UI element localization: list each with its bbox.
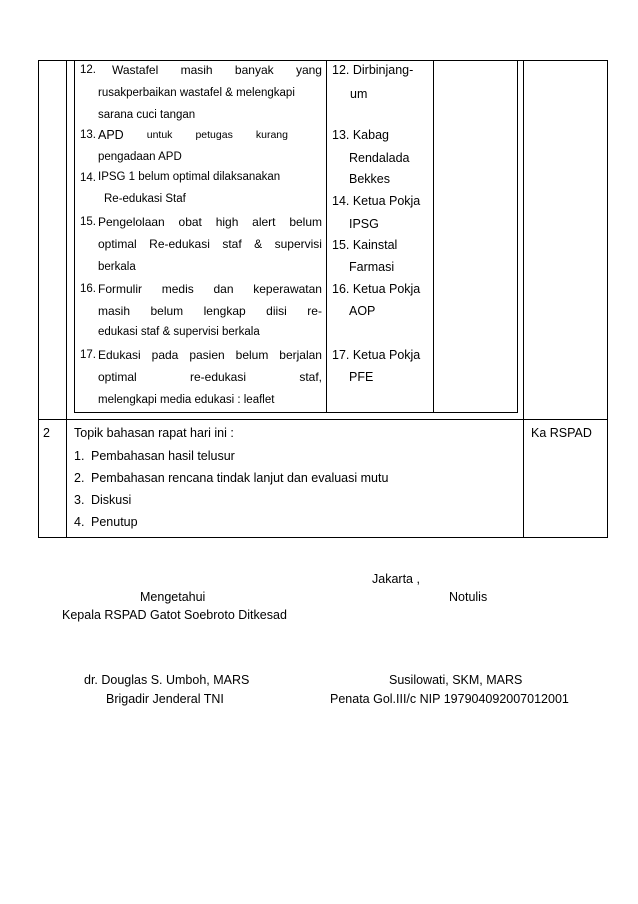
- item-line: Re-edukasi Staf: [104, 193, 186, 205]
- list-text: Penutup: [91, 515, 138, 529]
- right-signatory-name: Susilowati, SKM, MARS: [389, 673, 523, 687]
- pic-13-line2: Rendalada: [349, 151, 410, 165]
- list-text: Pembahasan hasil telusur: [91, 449, 235, 463]
- item-line: pengadaan APD: [98, 151, 182, 163]
- list-number: 4.: [74, 515, 85, 529]
- col-divider-inner-left: [74, 60, 75, 412]
- pic-13-line3: Bekkes: [349, 172, 390, 186]
- item-line: berkala: [98, 261, 136, 273]
- right-heading: Notulis: [449, 590, 488, 604]
- col-divider-issue: [326, 60, 327, 412]
- col-divider-keterangan: [523, 60, 524, 538]
- pic-15-line1: 15. Kainstal: [332, 238, 398, 252]
- pic-12-line1: 12. Dirbinjang-: [332, 63, 414, 77]
- table-left-border: [38, 60, 39, 538]
- left-signatory-name: dr. Douglas S. Umboh, MARS: [84, 673, 250, 687]
- item-line: edukasi staf & supervisi berkala: [98, 326, 260, 338]
- pic-16-line1: 16. Ketua Pokja: [332, 282, 421, 296]
- topic-title: Topik bahasan rapat hari ini :: [74, 426, 234, 440]
- item-line: Edukasi pada pasien belum berjalan: [98, 348, 322, 362]
- item-line: masih belum lengkap diisi re-: [98, 304, 322, 318]
- list-number: 3.: [74, 493, 85, 507]
- place-date: Jakarta ,: [372, 572, 420, 586]
- pic-13-line1: 13. Kabag: [332, 128, 389, 142]
- list-text: Pembahasan rencana tindak lanjut dan evaluasi mutu: [91, 471, 389, 485]
- pic-14-line1: 14. Ketua Pokja: [332, 194, 421, 208]
- item-number: 14.: [80, 172, 96, 184]
- item-number: 13.: [80, 129, 96, 141]
- pic-12-line2: um: [350, 87, 368, 101]
- pic-17-line2: PFE: [349, 370, 374, 384]
- inner-row-bottom: [74, 412, 518, 413]
- list-number: 2.: [74, 471, 85, 485]
- item-line: Formulir medis dan keperawatan: [98, 282, 322, 296]
- item-line: optimal Re-edukasi staf & supervisi: [98, 237, 322, 251]
- item-line: rusakperbaikan wastafel & melengkapi: [98, 87, 295, 99]
- item-line: IPSG 1 belum optimal dilaksanakan: [98, 171, 281, 183]
- item-number: 15.: [80, 216, 96, 228]
- list-text: Diskusi: [91, 493, 132, 507]
- item-number: 17.: [80, 349, 96, 361]
- col-divider-deadline: [517, 60, 518, 412]
- table-right-border: [607, 60, 608, 538]
- item-line: optimal re-edukasi staf,: [98, 370, 322, 384]
- left-heading: Mengetahui: [140, 590, 206, 604]
- item-number: 16.: [80, 283, 96, 295]
- pic-16-line2: AOP: [349, 304, 376, 318]
- table-bottom-border: [38, 537, 608, 538]
- pic-14-line2: IPSG: [349, 217, 379, 231]
- item-line: melengkapi media edukasi : leaflet: [98, 394, 275, 406]
- right-signatory-rank: Penata Gol.III/c NIP 197904092007012001: [330, 692, 569, 706]
- left-signatory-rank: Brigadir Jenderal TNI: [106, 692, 224, 706]
- col-divider-no: [66, 60, 67, 538]
- row-number: 2: [43, 426, 50, 440]
- item-line: sarana cuci tangan: [98, 109, 196, 121]
- item-number: 12.: [80, 64, 96, 76]
- row2-pic: Ka RSPAD: [531, 426, 592, 440]
- col-divider-pic: [433, 60, 434, 412]
- item-line: Pengelolaan obat high alert belum: [98, 215, 322, 229]
- left-position-title: Kepala RSPAD Gatot Soebroto Ditkesad: [62, 608, 287, 622]
- pic-15-line2: Farmasi: [349, 260, 395, 274]
- item-line: APD untuk petugas kurang: [98, 128, 288, 142]
- pic-17-line1: 17. Ketua Pokja: [332, 348, 421, 362]
- list-number: 1.: [74, 449, 85, 463]
- item-line: Wastafel masih banyak yang: [112, 63, 322, 77]
- row-divider: [38, 419, 608, 420]
